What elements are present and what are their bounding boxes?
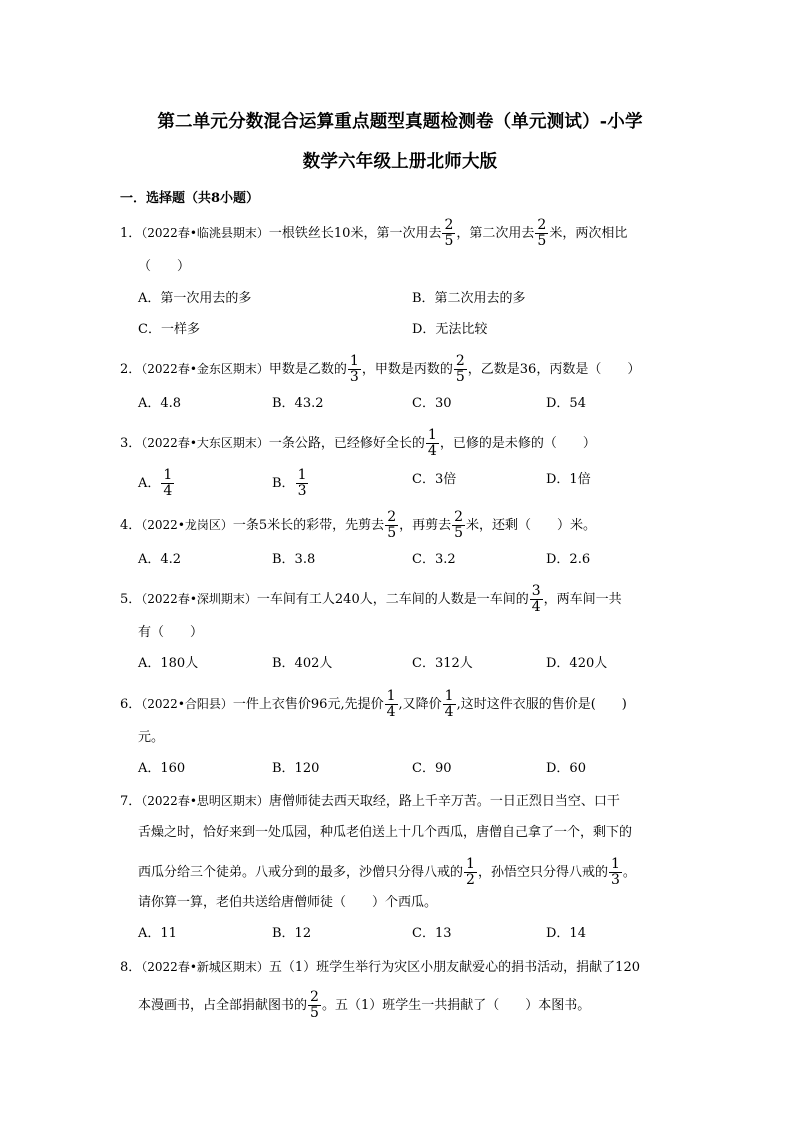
question-5-continuation: 有（ ） [138,625,204,640]
fraction: $\frac{1}{3}$ [349,353,359,385]
question-text: ，乙数是36，丙数是（ ） [467,362,641,377]
question-source: （2022春•临洮县期末） [141,226,269,240]
option-a[interactable]: A．4.2 [138,552,182,567]
option-b[interactable]: B．120 [272,761,320,776]
question-3 [120,428,596,459]
option-a[interactable]: A． $\frac{1}{4}$ [138,467,173,499]
option-c[interactable]: C．一样多 [138,322,200,337]
option-d[interactable]: D．14 [546,926,586,941]
option-a[interactable]: A．4.8 [138,396,182,411]
question-number: 6． [120,697,142,712]
option-d[interactable]: D．60 [546,761,586,776]
question-number: 5． [120,592,142,607]
question-source: （2022春•新城区期末） [141,960,269,974]
fraction: $\frac{2}{5}$ [455,353,465,385]
option-c[interactable]: C．30 [412,396,452,411]
page-title-line2: 数学六年级上册北师大版 [302,152,498,172]
question-text: ，已修的是未修的（ ） [439,436,596,451]
option-b[interactable]: B．3.8 [272,552,316,567]
question-source: （2022春•深圳期末） [141,592,257,606]
fraction: $\frac{3}{4}$ [531,583,541,615]
fraction: $\frac{1}{3}$ [610,856,620,888]
option-c[interactable]: C．312人 [412,656,473,671]
question-text: 一条公路，已经修好全长的 [268,436,425,451]
section-heading: 一．选择题（共8小题） [120,191,260,206]
question-text: ，再剪去 [399,518,452,533]
question-6 [120,689,627,720]
question-text: ,又降价 [398,697,442,712]
question-number: 1． [120,226,142,241]
question-source: （2022•龙岗区） [141,518,233,532]
fraction: $\frac{1}{4}$ [444,688,454,720]
question-number: 2． [120,362,142,377]
question-7-line4: 请你算一算，老伯共送给唐僧师徒（ ）个西瓜。 [138,895,438,910]
option-a[interactable]: A．160 [138,761,186,776]
option-a[interactable]: A．180人 [138,656,199,671]
option-c[interactable]: C．3.2 [412,552,456,567]
option-d[interactable]: D．无法比较 [412,322,488,337]
question-text: 米，两次相比 [549,226,628,241]
fraction: $\frac{2}{5}$ [444,217,454,249]
option-d[interactable]: D．1倍 [546,472,591,487]
question-text: 五（1）班学生举行为灾区小朋友献爱心的捐书活动，捐献了120 [268,960,640,975]
option-c[interactable]: C．3倍 [412,472,457,487]
question-text: 一件上衣售价96元,先提价 [232,697,384,712]
option-c[interactable]: C．90 [412,761,452,776]
question-5 [120,584,622,615]
question-1 [120,218,627,249]
fraction: $\frac{1}{4}$ [427,427,437,459]
question-7 [120,792,620,811]
option-b[interactable]: B． $\frac{1}{3}$ [272,467,307,499]
question-7-line2: 舌燥之时，恰好来到一处瓜园，种瓜老伯送上十几个西瓜，唐僧自己拿了一个，剩下的 [138,825,633,840]
option-a[interactable]: A．11 [138,926,177,941]
question-text: 甲数是乙数的 [268,362,347,377]
question-source: （2022•合阳县） [141,697,233,711]
fraction: $\frac{2}{5}$ [310,989,319,1021]
question-1-continuation: （ ） [138,259,191,274]
option-b[interactable]: B．第二次用去的多 [412,291,526,306]
option-d[interactable]: D．420人 [546,656,608,671]
question-text: 一根铁丝长10米，第一次用去 [268,226,442,241]
fraction: $\frac{1}{3}$ [297,467,307,499]
question-source: （2022春•金东区期末） [141,362,269,376]
question-text: 一车间有工人240人，二车间的人数是一车间的 [256,592,529,607]
question-6-continuation: 元。 [138,730,165,745]
page-title-line1: 第二单元分数混合运算重点题型真题检测卷（单元测试）-小学 [157,112,643,132]
question-text: 米，还剩（ ）米。 [466,518,597,533]
question-text: ，甲数是丙数的 [361,362,453,377]
option-b[interactable]: B．402人 [272,656,333,671]
option-b[interactable]: B．12 [272,926,312,941]
question-number: 3． [120,436,142,451]
fraction: $\frac{2}{5}$ [537,217,547,249]
option-b[interactable]: B．43.2 [272,396,324,411]
question-text: ，第二次用去 [456,226,535,241]
question-7-line3: 西瓜分给三个徒弟。八戒分到的最多，沙僧只分得八戒的 $\frac{1}{2}$ ，孙悟空只分得八戒的 $\frac{1}{3}$ 。 [138,856,636,888]
question-text: 唐僧师徒去西天取经，路上千辛万苦。一日正烈日当空、口干 [268,794,620,809]
question-number: 8． [120,960,142,975]
question-4 [120,510,596,541]
question-source: （2022春•思明区期末） [141,794,269,808]
fraction: $\frac{1}{4}$ [163,467,173,499]
fraction: $\frac{1}{4}$ [386,688,396,720]
option-d[interactable]: D．2.6 [546,552,591,567]
question-2 [120,354,640,385]
question-source: （2022春•大东区期末） [141,436,269,450]
fraction: $\frac{1}{2}$ [466,856,475,888]
fraction: $\frac{2}{5}$ [454,509,464,541]
question-text: ，两车间一共 [543,592,622,607]
question-text: 一条5米长的彩带，先剪去 [232,518,385,533]
question-number: 4． [120,518,142,533]
option-a[interactable]: A．第一次用去的多 [138,291,252,306]
option-c[interactable]: C．13 [412,926,452,941]
question-8-line2: 本漫画书，占全部捐献图书的 $\frac{2}{5}$ 。五（1）班学生一共捐献了（ ）本图书。 [138,989,591,1021]
fraction: $\frac{2}{5}$ [387,509,397,541]
question-8 [120,958,640,977]
option-d[interactable]: D．54 [546,396,586,411]
question-number: 7． [120,794,142,809]
question-text: ,这时这件衣服的售价是( ) [456,697,627,712]
